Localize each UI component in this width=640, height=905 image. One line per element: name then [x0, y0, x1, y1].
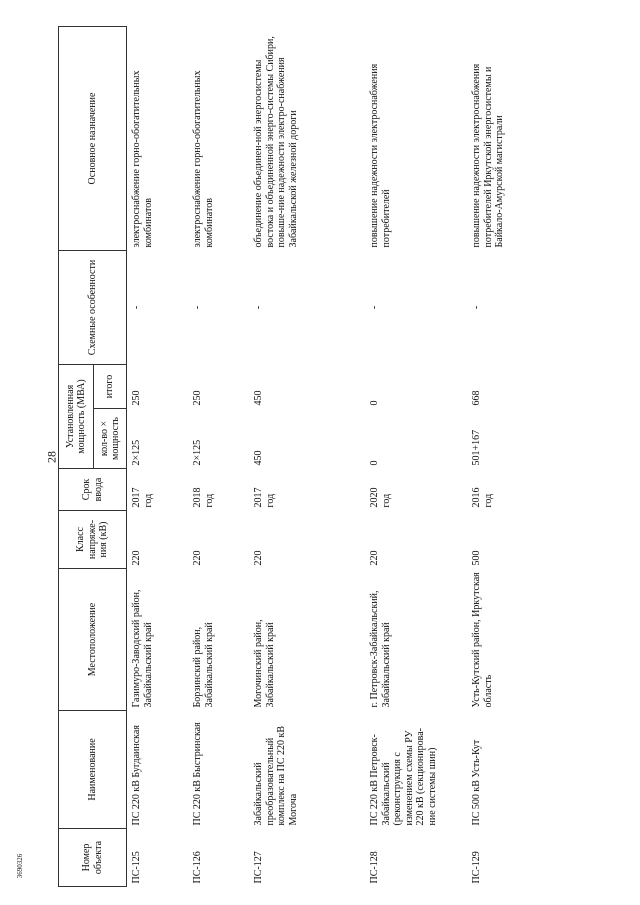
table-row [127, 26, 189, 886]
header-capacity-total: итого [94, 364, 127, 408]
cell-number: ПС-126 [192, 851, 203, 884]
cell-voltage: 220 [131, 550, 142, 566]
cell-capacity-count: 2×125 [192, 439, 203, 466]
cell-location: г. Петровск-Забайкальский, Забайкальский край [369, 590, 392, 708]
table-row [188, 26, 249, 886]
cell-capacity-total: 250 [192, 390, 203, 406]
cell-purpose: повышение надежности электроснабжения потребителей Иркутской энергосистемы и Байкало-Амурской магистрали [471, 63, 505, 248]
cell-location: Газимуро-Заводский район, Забайкальский край [131, 589, 154, 708]
cell-term: 2017 год [131, 487, 154, 508]
cell-voltage: 220 [192, 550, 203, 566]
cell-voltage: 220 [253, 550, 264, 566]
cell-purpose: электроснабжение горно-обогатительных комбинатов [192, 70, 215, 248]
cell-capacity-total: 450 [253, 390, 264, 406]
substations-table [58, 26, 543, 887]
cell-number: ПС-128 [369, 851, 380, 884]
rotated-table-container [58, 27, 541, 887]
cell-purpose: повышение надежности электроснабжения потребителей [369, 63, 392, 248]
cell-name: ПС 220 кВ Бугдаинская [131, 725, 142, 826]
cell-term: 2017 год [253, 487, 276, 508]
cell-term: 2018 год [192, 487, 215, 508]
header-voltage: Класс напряже-ния (кВ) [59, 511, 127, 569]
cell-number: ПС-129 [471, 851, 482, 884]
table-row [467, 26, 543, 886]
header-number: Номер объекта [59, 829, 127, 887]
cell-number: ПС-125 [131, 851, 142, 884]
cell-location: Борзинский район, Забайкальский край [192, 622, 215, 708]
cell-location: Усть-Кутский район, Иркутская область [471, 572, 494, 708]
cell-capacity-total: 250 [131, 390, 142, 406]
table-row [365, 26, 467, 886]
cell-name: Забайкальский преобразовательный комплекс на ПС 220 кВ Могоча [253, 725, 299, 826]
cell-term: 2020 год [369, 487, 392, 508]
cell-number: ПС-127 [253, 851, 264, 884]
cell-name: ПС 500 кВ Усть-Кут [471, 739, 482, 826]
header-purpose: Основное назначение [59, 26, 127, 250]
cell-capacity-count: 501+167 [471, 429, 482, 466]
cell-voltage: 500 [471, 550, 482, 566]
cell-term: 2016 год [471, 487, 494, 508]
cell-name: ПС 220 кВ Быстринская [192, 722, 203, 826]
document-id [0, 853, 40, 879]
header-capacity-count: кол-во × мощность [94, 409, 127, 469]
cell-features: - [131, 305, 142, 310]
document-id-text: 3690326 [16, 853, 24, 879]
cell-capacity-total: 0 [369, 400, 380, 406]
header-features: Схемные особенности [59, 250, 127, 364]
page-number-text: 28 [44, 451, 59, 463]
cell-features: - [192, 305, 203, 310]
cell-features: - [253, 305, 264, 310]
table-row [249, 26, 365, 886]
cell-features: - [471, 305, 482, 310]
cell-location: Могочинский район, Забайкальский край [253, 619, 276, 708]
cell-purpose: электроснабжение горно-обогатительных комбинатов [131, 70, 154, 248]
header-term: Срок ввода [59, 469, 127, 511]
cell-features: - [369, 305, 380, 310]
cell-capacity-count: 2×125 [131, 439, 142, 466]
header-row [59, 26, 94, 886]
cell-voltage: 220 [369, 550, 380, 566]
header-name: Наименование [59, 711, 127, 829]
header-location: Местоположение [59, 569, 127, 711]
cell-capacity-count: 0 [369, 460, 380, 466]
cell-purpose: объединение объединен-ной энергосистемы востока и объединенной энерго-системы Сибири, повыше-ние надежности электро-снабжения Забайкальской железной дороги [253, 36, 299, 248]
cell-name: ПС 220 кВ Петровск-Забайкальский (реконструкция с изменением схемы РУ 220 кВ (секционирова-ние системы шин) [369, 728, 438, 826]
cell-capacity-total: 668 [471, 390, 482, 406]
header-capacity-group: Установленная мощность (МВА) [59, 364, 94, 468]
cell-capacity-count: 450 [253, 450, 264, 466]
